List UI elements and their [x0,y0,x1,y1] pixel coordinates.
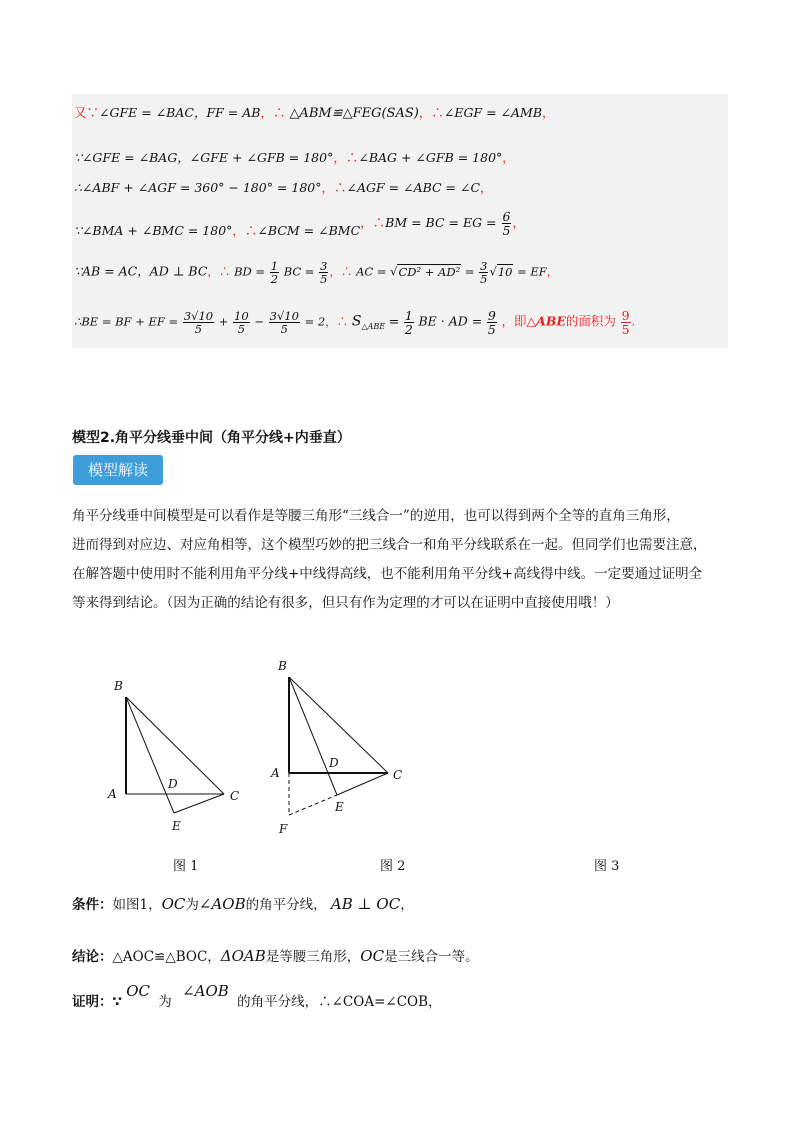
text: ，∴ [333,150,359,165]
section-title: 模型2.角平分线垂中间（角平分线+内垂直） [72,430,351,446]
label-b: B [278,659,287,673]
text: ，∴ [325,314,349,329]
label-d: D [168,777,178,791]
segment-ec [174,794,224,813]
math: ΔOAB [220,947,266,965]
fraction: $\frac{9}{5}$ [621,308,630,338]
text: ∵ [112,994,122,1010]
fraction: $\frac{6}{5}$ [502,209,511,239]
label-e: E [335,800,344,814]
math: − [254,314,264,329]
sqrt: 10 [497,264,513,279]
condition-label: 条件： [72,897,113,913]
text: ， [400,897,414,913]
text: ，∴ [232,223,258,239]
fraction: $\frac{1}{2}$ [404,308,413,338]
caption-figure-1: 图 1 [173,859,199,874]
fraction: $\frac{1}{2}$ [270,259,279,287]
solution-line-1 [74,103,555,121]
fraction: $\frac{3}{5}$ [320,259,328,287]
math: △ABM≌△FEG(SAS) [289,106,419,121]
fraction: $\frac{3√10}{5}$ [183,309,214,337]
conclusion-line [72,945,479,965]
text: ABE [536,313,566,329]
figure-1 [100,670,260,840]
fraction: $\frac{3}{5}$ [480,259,488,287]
caption-figure-3: 图 3 [594,859,620,874]
text: . [631,314,636,329]
text: 的角平分线， [245,897,327,913]
math: ∵∠GFE = ∠BAG，∠GFE + ∠GFB = 180° [74,150,334,165]
math: ∠GFE = ∠BAC，FF = AB [99,105,261,120]
proof-label: 证明： [72,994,113,1010]
math: BM = BC = EG = [385,215,497,231]
text: ，∴ [418,105,444,120]
model-badge: 模型解读 [73,455,163,485]
condition-line [72,893,414,913]
math: ∠AOB [198,895,246,913]
paragraph-line: 进而得到对应边、对应角相等，这个模型巧妙的把三线合一和角平分线联系在一起。但同学们也需要注意， [72,537,707,553]
text: 如图1， [112,897,162,913]
math: S [351,313,362,330]
intro-paragraph [72,502,732,618]
math: △ABE [361,321,386,331]
solution-line-4 [74,210,525,237]
text: 的角平分线，∴∠COA=∠COB， [237,994,442,1010]
label-a: A [108,787,117,801]
math: ∠BAG + ∠GFB = 180° [358,150,503,165]
label-c: C [393,768,403,782]
fraction: $\frac{10}{5}$ [234,309,249,337]
text: 是等腰三角形， [265,949,361,965]
caption-figure-2: 图 2 [380,859,406,874]
math: OC [360,947,385,965]
text: 又∵ [74,105,100,120]
text: ，∴ [360,215,386,231]
label-f: F [279,822,288,836]
solution-line-5: ∵AB = AC，AD ⊥ BC，∴ BD = $\frac{1}{2}$ BC = $\frac{3}{5}$ ，∴ AC = √CD² + AD² = $\frac{3}{5}$ √10 = EF， [74,259,559,287]
math: AC = [356,264,387,279]
math: ∠AGF = ∠ABC = ∠C [346,180,481,195]
math: = 2 [304,314,326,329]
text: ，∴ [207,264,231,279]
fraction: $\frac{9}{5}$ [487,308,496,338]
text: △AOC≌△BOC， [112,949,221,965]
conclusion-label: 结论： [72,949,113,965]
text: 是三线合一等。 [384,949,479,965]
solution-line-2 [74,148,515,166]
figure-2 [265,655,425,845]
label-c: C [230,789,240,803]
solution-line-3 [74,178,493,196]
label-b: B [114,679,123,693]
math: BD = [234,264,266,279]
math: ∴BE = BF + EF = [74,314,179,329]
segment-ec [337,773,388,795]
math: BE · AD = [418,313,483,329]
math: BC = [283,264,315,279]
text: ， [502,150,515,165]
math: AB ⊥ OC [330,895,401,913]
math: ∵AB = AC，AD ⊥ BC [74,263,208,279]
label-e: E [172,819,181,833]
label-d: D [329,756,339,770]
text: ， [546,264,559,279]
text: ， [480,180,493,195]
segment-fe-dashed [289,795,337,815]
proof-line [72,982,442,1010]
text: ，∴ [260,105,286,120]
math: ∠AOB [182,982,229,1000]
text: ，∴ [321,180,347,195]
math: OC [126,982,150,1000]
paragraph-line: 等来得到结论。（因为正确的结论有很多，但只有作为定理的才可以在证明中直接使用哦！） [72,595,619,611]
text: 为 [185,897,199,913]
text: ，∴ [329,264,353,279]
solution-line-6 [74,309,635,336]
math: ∵∠BMA + ∠BMC = 180° [74,223,233,239]
math: ∴∠ABF + ∠AGF = 360° − 180° = 180° [74,180,322,195]
math: ∠EGF = ∠AMB [443,105,543,120]
paragraph-line: 角平分线垂中间模型是可以看作是等腰三角形“三线合一”的逆用，也可以得到两个全等的直角三角形， [72,508,680,524]
math: = EF [517,264,547,279]
math: ∠BCM = ∠BMC [257,223,361,239]
text: ， [542,105,555,120]
math: = [464,264,475,279]
text: ，即△ [501,313,537,329]
text: 为 [158,994,172,1010]
fraction: $\frac{3√10}{5}$ [269,309,299,337]
segment-be [126,697,174,813]
label-a: A [271,766,280,780]
segment-be [289,677,337,795]
paragraph-line: 在解答题中使用时不能利用角平分线+中线得高线，也不能利用角平分线+高线得中线。一定要通过证明全 [72,566,703,582]
text: 的面积为 [565,313,616,329]
sqrt: CD² + AD² [398,264,461,279]
math: = [388,313,400,329]
text: ， [512,215,525,231]
math: + [218,314,229,329]
math: OC [161,895,186,913]
